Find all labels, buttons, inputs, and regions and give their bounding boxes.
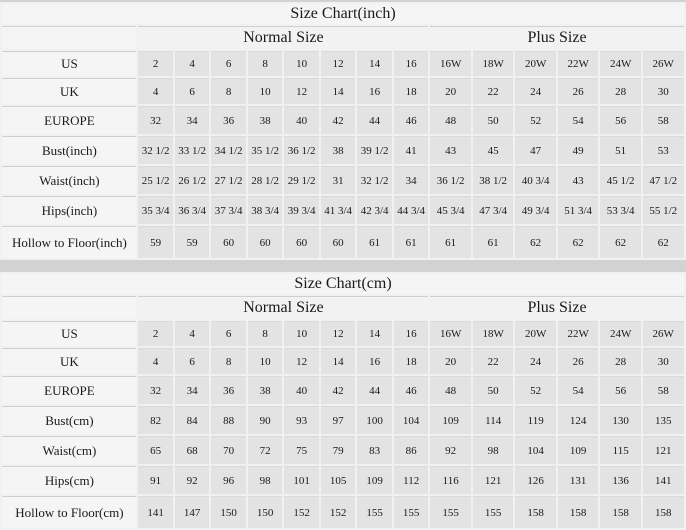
size-value-cell: 98: [248, 466, 283, 494]
size-value-cell: 10: [248, 348, 283, 374]
size-value-cell: 4: [175, 51, 210, 76]
size-value-cell: 65: [138, 436, 173, 464]
table-row: [2, 196, 683, 224]
row-label: UK: [2, 78, 136, 104]
table-row: [2, 106, 683, 134]
size-value-cell: 158: [643, 496, 684, 528]
size-value-cell: 35 1/2: [248, 136, 283, 164]
size-value-cell: 26: [558, 348, 599, 374]
table-row: [2, 78, 683, 104]
size-value-cell: 141: [643, 466, 684, 494]
size-value-cell: 59: [138, 226, 173, 258]
size-value-cell: 147: [175, 496, 210, 528]
size-value-cell: 47 3/4: [473, 196, 514, 224]
size-value-cell: 158: [600, 496, 641, 528]
size-value-cell: 39 1/2: [357, 136, 392, 164]
size-value-cell: 59: [175, 226, 210, 258]
size-value-cell: 46: [394, 106, 429, 134]
table-title-cm: Size Chart(cm): [2, 274, 683, 294]
size-value-cell: 84: [175, 406, 210, 434]
size-value-cell: 152: [284, 496, 319, 528]
size-value-cell: 4: [175, 321, 210, 346]
size-value-cell: 50: [473, 376, 514, 404]
size-value-cell: 34: [175, 106, 210, 134]
size-value-cell: 112: [394, 466, 429, 494]
size-value-cell: 8: [248, 51, 283, 76]
table-row: [2, 436, 683, 464]
size-value-cell: 38: [248, 376, 283, 404]
size-value-cell: 22W: [558, 321, 599, 346]
size-value-cell: 88: [211, 406, 246, 434]
table-row: [2, 136, 683, 164]
size-value-cell: 22: [473, 348, 514, 374]
size-value-cell: 8: [211, 348, 246, 374]
row-label: EUROPE: [2, 106, 136, 134]
size-value-cell: 10: [284, 51, 319, 76]
size-value-cell: 14: [357, 51, 392, 76]
size-value-cell: 37 3/4: [211, 196, 246, 224]
size-value-cell: 51: [600, 136, 641, 164]
row-label: Bust(cm): [2, 406, 136, 434]
title-row: [2, 274, 683, 294]
size-value-cell: 48: [430, 376, 471, 404]
size-value-cell: 29 1/2: [284, 166, 319, 194]
size-value-cell: 62: [600, 226, 641, 258]
size-value-cell: 158: [558, 496, 599, 528]
size-value-cell: 24: [515, 78, 556, 104]
normal-size-header: Normal Size: [138, 26, 428, 49]
size-value-cell: 16: [394, 51, 429, 76]
size-value-cell: 45 1/2: [600, 166, 641, 194]
size-value-cell: 24W: [600, 321, 641, 346]
size-value-cell: 60: [211, 226, 246, 258]
table-title-inch: Size Chart(inch): [2, 4, 683, 24]
size-value-cell: 124: [558, 406, 599, 434]
size-value-cell: 121: [473, 466, 514, 494]
size-value-cell: 38: [321, 136, 356, 164]
size-value-cell: 45 3/4: [430, 196, 471, 224]
size-value-cell: 58: [643, 376, 684, 404]
size-value-cell: 104: [394, 406, 429, 434]
size-value-cell: 109: [357, 466, 392, 494]
size-value-cell: 56: [600, 106, 641, 134]
size-value-cell: 136: [600, 466, 641, 494]
size-value-cell: 25 1/2: [138, 166, 173, 194]
size-value-cell: 28 1/2: [248, 166, 283, 194]
size-value-cell: 75: [284, 436, 319, 464]
size-value-cell: 97: [321, 406, 356, 434]
size-value-cell: 47: [515, 136, 556, 164]
size-value-cell: 158: [515, 496, 556, 528]
table-row: [2, 51, 683, 76]
size-value-cell: 82: [138, 406, 173, 434]
size-value-cell: 53: [643, 136, 684, 164]
table-row: [2, 376, 683, 404]
table-row: [2, 166, 683, 194]
row-label: Hollow to Floor(cm): [2, 496, 136, 528]
size-value-cell: 36: [211, 106, 246, 134]
size-value-cell: 100: [357, 406, 392, 434]
row-label: Hips(cm): [2, 466, 136, 494]
size-value-cell: 72: [248, 436, 283, 464]
row-label: Waist(cm): [2, 436, 136, 464]
size-value-cell: 90: [248, 406, 283, 434]
size-value-cell: 44: [357, 376, 392, 404]
size-value-cell: 10: [284, 321, 319, 346]
size-value-cell: 18: [394, 348, 429, 374]
size-value-cell: 131: [558, 466, 599, 494]
size-value-cell: 49 3/4: [515, 196, 556, 224]
size-value-cell: 32 1/2: [357, 166, 392, 194]
size-value-cell: 28: [600, 348, 641, 374]
size-value-cell: 152: [321, 496, 356, 528]
size-value-cell: 56: [600, 376, 641, 404]
size-value-cell: 58: [643, 106, 684, 134]
size-value-cell: 34 1/2: [211, 136, 246, 164]
size-value-cell: 12: [284, 348, 319, 374]
corner-cell: [2, 26, 136, 49]
size-value-cell: 4: [138, 78, 173, 104]
size-value-cell: 40 3/4: [515, 166, 556, 194]
size-value-cell: 44: [357, 106, 392, 134]
size-value-cell: 34: [394, 166, 429, 194]
size-value-cell: 91: [138, 466, 173, 494]
size-value-cell: 18W: [473, 321, 514, 346]
size-value-cell: 52: [515, 376, 556, 404]
size-value-cell: 41 3/4: [321, 196, 356, 224]
row-label: Bust(inch): [2, 136, 136, 164]
size-value-cell: 121: [643, 436, 684, 464]
size-value-cell: 30: [643, 348, 684, 374]
size-value-cell: 34: [175, 376, 210, 404]
size-value-cell: 18: [394, 78, 429, 104]
size-value-cell: 40: [284, 106, 319, 134]
size-value-cell: 26: [558, 78, 599, 104]
size-value-cell: 92: [175, 466, 210, 494]
size-value-cell: 54: [558, 376, 599, 404]
size-value-cell: 35 3/4: [138, 196, 173, 224]
size-value-cell: 116: [430, 466, 471, 494]
size-value-cell: 68: [175, 436, 210, 464]
size-value-cell: 12: [321, 51, 356, 76]
size-value-cell: 119: [515, 406, 556, 434]
size-value-cell: 8: [248, 321, 283, 346]
size-value-cell: 141: [138, 496, 173, 528]
size-value-cell: 36 3/4: [175, 196, 210, 224]
size-value-cell: 12: [321, 321, 356, 346]
size-value-cell: 14: [321, 348, 356, 374]
size-value-cell: 109: [430, 406, 471, 434]
size-value-cell: 61: [473, 226, 514, 258]
size-value-cell: 130: [600, 406, 641, 434]
size-value-cell: 31: [321, 166, 356, 194]
size-value-cell: 16: [394, 321, 429, 346]
size-value-cell: 16: [357, 78, 392, 104]
size-value-cell: 42: [321, 106, 356, 134]
size-value-cell: 53 3/4: [600, 196, 641, 224]
size-value-cell: 2: [138, 321, 173, 346]
size-value-cell: 32: [138, 106, 173, 134]
size-value-cell: 155: [394, 496, 429, 528]
row-label: US: [2, 321, 136, 346]
size-value-cell: 101: [284, 466, 319, 494]
size-value-cell: 92: [430, 436, 471, 464]
size-value-cell: 62: [515, 226, 556, 258]
size-value-cell: 60: [321, 226, 356, 258]
group-header-row: [2, 26, 683, 49]
size-value-cell: 24: [515, 348, 556, 374]
size-value-cell: 48: [430, 106, 471, 134]
size-value-cell: 20: [430, 348, 471, 374]
size-value-cell: 14: [321, 78, 356, 104]
size-value-cell: 27 1/2: [211, 166, 246, 194]
size-value-cell: 109: [558, 436, 599, 464]
size-value-cell: 20W: [515, 321, 556, 346]
size-value-cell: 14: [357, 321, 392, 346]
size-value-cell: 16: [357, 348, 392, 374]
row-label: EUROPE: [2, 376, 136, 404]
size-value-cell: 104: [515, 436, 556, 464]
size-value-cell: 30: [643, 78, 684, 104]
size-value-cell: 62: [558, 226, 599, 258]
table-row: [2, 496, 683, 528]
plus-size-header: Plus Size: [430, 26, 683, 49]
size-value-cell: 6: [175, 78, 210, 104]
row-label: Hips(inch): [2, 196, 136, 224]
size-value-cell: 16W: [430, 51, 471, 76]
size-chart-cm-table: [0, 272, 685, 530]
size-value-cell: 20W: [515, 51, 556, 76]
table-row: [2, 466, 683, 494]
size-value-cell: 83: [357, 436, 392, 464]
row-label: Waist(inch): [2, 166, 136, 194]
size-value-cell: 2: [138, 51, 173, 76]
size-value-cell: 98: [473, 436, 514, 464]
size-value-cell: 150: [248, 496, 283, 528]
size-value-cell: 44 3/4: [394, 196, 429, 224]
size-value-cell: 40: [284, 376, 319, 404]
group-header-row: [2, 296, 683, 319]
size-value-cell: 38 1/2: [473, 166, 514, 194]
normal-size-header: Normal Size: [138, 296, 428, 319]
size-value-cell: 135: [643, 406, 684, 434]
size-value-cell: 36: [211, 376, 246, 404]
size-value-cell: 10: [248, 78, 283, 104]
size-value-cell: 86: [394, 436, 429, 464]
size-value-cell: 93: [284, 406, 319, 434]
size-value-cell: 62: [643, 226, 684, 258]
size-value-cell: 41: [394, 136, 429, 164]
size-value-cell: 155: [430, 496, 471, 528]
size-value-cell: 8: [211, 78, 246, 104]
size-value-cell: 26W: [643, 321, 684, 346]
size-value-cell: 33 1/2: [175, 136, 210, 164]
size-value-cell: 38: [248, 106, 283, 134]
size-value-cell: 18W: [473, 51, 514, 76]
size-value-cell: 28: [600, 78, 641, 104]
size-value-cell: 16W: [430, 321, 471, 346]
size-chart-inch-table: [0, 2, 685, 260]
size-value-cell: 6: [175, 348, 210, 374]
size-value-cell: 43: [430, 136, 471, 164]
size-value-cell: 49: [558, 136, 599, 164]
size-value-cell: 79: [321, 436, 356, 464]
size-value-cell: 26W: [643, 51, 684, 76]
size-value-cell: 42: [321, 376, 356, 404]
size-value-cell: 47 1/2: [643, 166, 684, 194]
size-value-cell: 115: [600, 436, 641, 464]
size-value-cell: 126: [515, 466, 556, 494]
size-value-cell: 38 3/4: [248, 196, 283, 224]
row-label: UK: [2, 348, 136, 374]
size-value-cell: 105: [321, 466, 356, 494]
size-value-cell: 61: [394, 226, 429, 258]
size-value-cell: 70: [211, 436, 246, 464]
size-value-cell: 6: [211, 51, 246, 76]
table-row: [2, 348, 683, 374]
size-value-cell: 36 1/2: [284, 136, 319, 164]
size-value-cell: 24W: [600, 51, 641, 76]
size-value-cell: 6: [211, 321, 246, 346]
size-value-cell: 61: [357, 226, 392, 258]
size-value-cell: 12: [284, 78, 319, 104]
size-value-cell: 96: [211, 466, 246, 494]
size-value-cell: 155: [473, 496, 514, 528]
size-value-cell: 60: [284, 226, 319, 258]
size-value-cell: 55 1/2: [643, 196, 684, 224]
size-value-cell: 4: [138, 348, 173, 374]
plus-size-header: Plus Size: [430, 296, 683, 319]
table-row: [2, 321, 683, 346]
size-value-cell: 51 3/4: [558, 196, 599, 224]
size-value-cell: 22W: [558, 51, 599, 76]
size-value-cell: 32 1/2: [138, 136, 173, 164]
size-value-cell: 150: [211, 496, 246, 528]
size-value-cell: 114: [473, 406, 514, 434]
table-row: [2, 226, 683, 258]
size-value-cell: 42 3/4: [357, 196, 392, 224]
size-value-cell: 26 1/2: [175, 166, 210, 194]
size-value-cell: 36 1/2: [430, 166, 471, 194]
corner-cell: [2, 296, 136, 319]
size-value-cell: 45: [473, 136, 514, 164]
size-value-cell: 39 3/4: [284, 196, 319, 224]
size-value-cell: 43: [558, 166, 599, 194]
table-row: [2, 406, 683, 434]
size-value-cell: 20: [430, 78, 471, 104]
title-row: [2, 4, 683, 24]
row-label: Hollow to Floor(inch): [2, 226, 136, 258]
size-value-cell: 46: [394, 376, 429, 404]
size-value-cell: 54: [558, 106, 599, 134]
size-value-cell: 52: [515, 106, 556, 134]
size-value-cell: 50: [473, 106, 514, 134]
row-label: US: [2, 51, 136, 76]
size-value-cell: 32: [138, 376, 173, 404]
size-value-cell: 60: [248, 226, 283, 258]
size-value-cell: 61: [430, 226, 471, 258]
size-value-cell: 155: [357, 496, 392, 528]
size-value-cell: 22: [473, 78, 514, 104]
